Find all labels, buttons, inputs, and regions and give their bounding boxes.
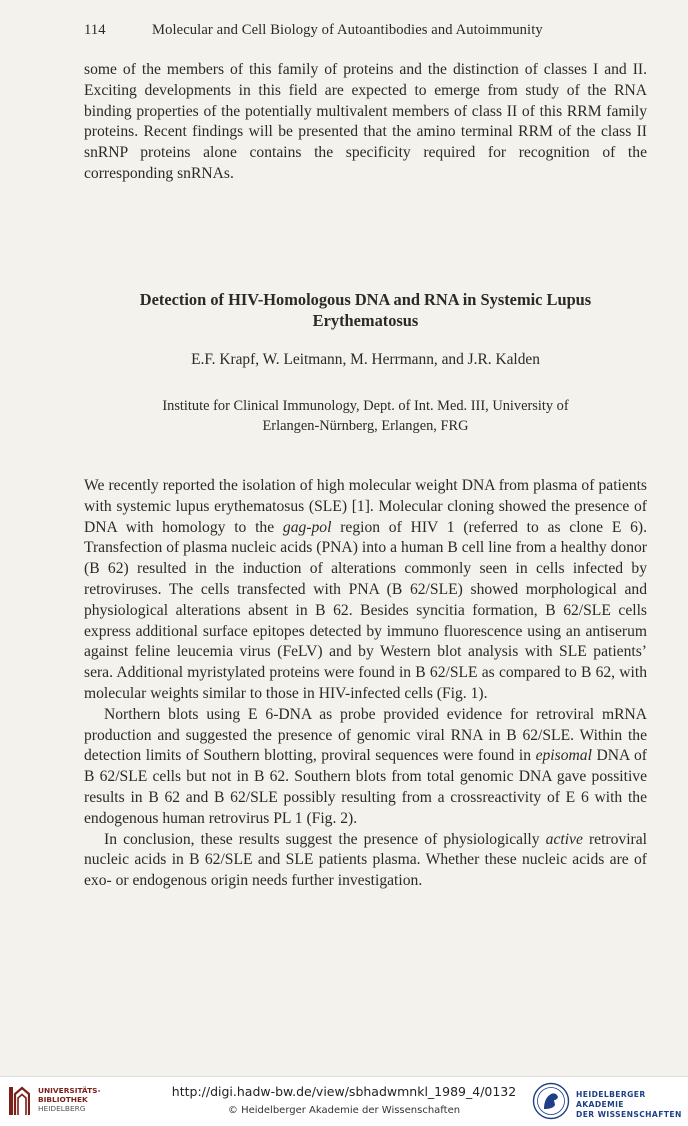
page-number: 114 bbox=[84, 22, 106, 38]
article-body bbox=[84, 476, 647, 892]
paragraph-3-part-a: In conclusion, these results suggest the presence of physiologically bbox=[104, 830, 546, 848]
running-head bbox=[84, 22, 604, 39]
paragraph-3 bbox=[84, 830, 647, 892]
paragraph-2-part-a: Northern blots using E 6-DNA as probe provided evidence for retroviral mRNA production and suggested the presence of genomic viral RNA in B 62/SLE. Within the detection limits of Southern blotting, proviral sequences were found in bbox=[84, 705, 647, 765]
paragraph-3-italic: active bbox=[545, 830, 583, 848]
copyright-notice: © Heidelberger Akademie der Wissenschaften bbox=[227, 1105, 461, 1116]
library-name-line-3: HEIDELBERG bbox=[38, 1104, 86, 1113]
paragraph-1 bbox=[84, 476, 647, 705]
intro-text bbox=[84, 60, 647, 185]
academy-seal-icon bbox=[532, 1082, 570, 1120]
paragraph-2 bbox=[84, 705, 647, 830]
academy-name bbox=[576, 1090, 688, 1120]
permalink-url[interactable]: http://digi.hadw-bw.de/view/sbhadwmnkl_1989_4/0132 bbox=[171, 1084, 517, 1099]
article-title-line-2: Erythematosus bbox=[312, 310, 419, 330]
digitization-footer bbox=[0, 1076, 688, 1126]
paragraph-1-part-a: We recently reported the isolation of high molecular weight DNA from plasma of patients with systemic lupus erythematosus (SLE) [1]. Molecular cloning showed the presence of DNA with homology to the bbox=[84, 477, 647, 536]
intro-paragraph: some of the members of this family of proteins and the distinction of classes I and II. Exciting developments in this field are expected to emerge from study of the RNA binding properties of the potentially multivalent members of class II of this RRM family proteins. Recent findings will be presented that the amino terminal RRM of the class II snRNP proteins alone contains the specificity required for recognition of the corresponding snRNAs. bbox=[84, 61, 647, 182]
paragraph-2-italic: episomal bbox=[535, 747, 592, 765]
paragraph-1-part-b: region of HIV 1 (referred to as clone E 6). Transfection of plasma nucleic acids (PNA) into a human B cell line from a healthy donor (B 62) resulted in the induction of alterations commonly seen in cells infected by retroviruses. The cells transfected with PNA (B 62/SLE) showed morphological and physiological alterations absent in B 62. Besides syncitia formation, B 62/SLE cells express additional surface epitopes detected by immuno fluorescence using an antiserum against feline leucemia virus (FeLV) and by Western blot analysis with SLE patients’ sera. Additional myristylated proteins were found in B 62/SLE as compared to B 62, with molecular weights similar to those in HIV-infected cells (Fig. 1). bbox=[84, 518, 648, 702]
running-head-title: Molecular and Cell Biology of Autoantibodies and Autoimmunity bbox=[152, 22, 543, 38]
affiliation-line-1: Institute for Clinical Immunology, Dept. of Int. Med. III, University of bbox=[162, 398, 569, 414]
article-affiliation bbox=[84, 397, 647, 436]
paragraph-3-part-b: retroviral nucleic acids in B 62/SLE and SLE patients plasma. Whether these nucleic acids are of exo- or endogenous origin needs further investigation. bbox=[84, 830, 647, 890]
affiliation-line-2: Erlangen-Nürnberg, Erlangen, FRG bbox=[262, 417, 469, 434]
paragraph-2-part-b: DNA of B 62/SLE cells but not in B 62. Southern blots from total genomic DNA gave possitive results in B 62 and B 62/SLE possibly resulting from a crossreactivity of E 6 with the endogenous human retrovirus PL 1 (Fig. 2). bbox=[84, 747, 647, 827]
article-title-line-1: Detection of HIV-Homologous DNA and RNA in Systemic Lupus bbox=[139, 290, 592, 309]
article-authors: E.F. Krapf, W. Leitmann, M. Herrmann, and J.R. Kalden bbox=[191, 351, 540, 368]
article-title bbox=[84, 290, 647, 332]
library-name-line-2: BIBLIOTHEK bbox=[38, 1095, 88, 1104]
library-name-line-1: UNIVERSITÄTS- bbox=[38, 1086, 101, 1095]
paragraph-1-italic: gag-pol bbox=[282, 518, 332, 536]
academy-name-line-2: DER WISSENSCHAFTEN bbox=[576, 1110, 682, 1119]
academy-name-line-1: HEIDELBERGER AKADEMIE bbox=[576, 1090, 646, 1109]
